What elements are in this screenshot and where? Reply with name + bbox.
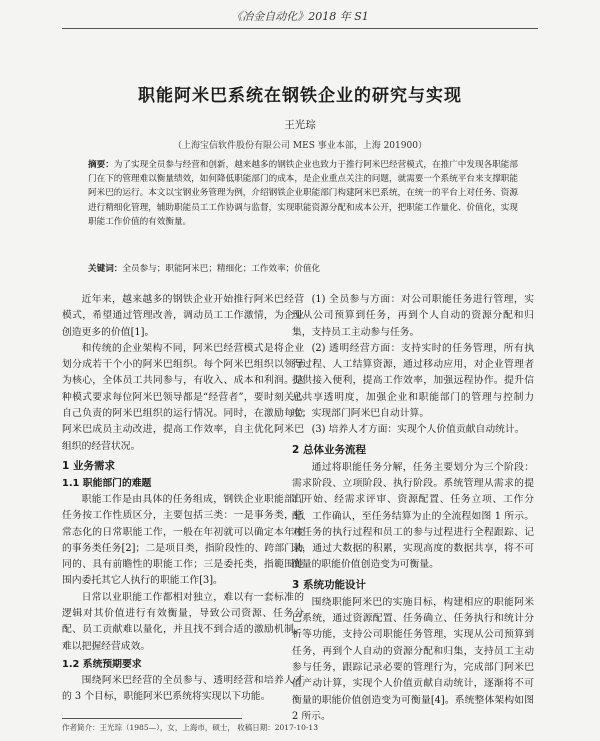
requirement-item-3: (3) 培养人才方面：实现个人价值贡献自动统计。 — [311, 424, 525, 436]
intro-paragraph-2: 和传统的企业架构不同，阿米巴经营模式是将企业划分成若干个小的阿米巴组织。每个阿米巴组织以领导为核心，全体员工共同参与，有收入、成本和利润。这种模式要求每位阿米巴领导都是“经营者”，要时刻关心自己负责的阿米巴组织的运行情况。同时，在激励每位阿米巴成员主动改进，提高工作效率，自主优化阿米巴组织的经营状况。 — [62, 342, 304, 452]
abstract — [88, 158, 518, 229]
footnote-divider — [62, 718, 242, 719]
paper-title: 职能阿米巴系统在钢铁企业的研究与实现 — [138, 86, 462, 106]
left-column — [62, 292, 304, 706]
journal-header: 《冶金自动化》2018 年 S1 — [231, 10, 369, 23]
section-1-heading: 1 业务需求 — [62, 459, 115, 472]
abstract-label: 摘要： — [88, 160, 114, 170]
requirement-item-1: (1) 全员参与方面：对公司职能任务进行管理，实现从公司预算到任务，再到个人自动的资源分配和归集，支持员工主动参与任务。 — [292, 294, 534, 338]
author-name: 王光琮 — [284, 119, 316, 131]
author-affiliation: （上海宝信软件股份有限公司 MES 事业本部，上海 201900） — [173, 141, 427, 151]
keywords-text: 全员参与；职能阿米巴；精细化；工作效率；价值化 — [122, 264, 321, 274]
author-footnote: 作者简介：王光琮（1985—），女，上海市，硕士， 收稿日期：2017-10-13 — [62, 723, 318, 732]
requirement-item-2: (2) 透明经营方面：支持实时的任务管理，所有执行过程、人工结算资源，通过移动应用，对企业管理者提供接入便利，提高工作效率，加强远程协作。提升信息共享透明度，加强企业和职能部门的管理与控制力度；实现部门阿米巴自动计算。 — [292, 342, 534, 420]
header-divider — [62, 28, 538, 29]
section-1-1-paragraph-2: 日常以业职能工作都相对独立，难以有一套标准的逻辑对其价值进行有效衡量，导致公司资源、任务分配、员工贡献难以量化，并且找不到合适的激励机制，难以把握经营成效。 — [62, 591, 304, 652]
keywords-label: 关键词： — [88, 264, 123, 274]
section-3-heading: 3 系统功能设计 — [292, 578, 366, 591]
section-2-heading: 2 总体业务流程 — [292, 443, 366, 456]
section-2-paragraph: 通过将职能任务分解，任务主要划分为三个阶段：需求阶段、立项阶段、执行阶段。系统管理从需求的提出开始、经需求评审、资源配置、任务立项、工作分配、工作确认，至任务结算为止的全流程如图 1 所示。对任务的执行过程和员工的参与过程进行全程跟踪、记录，通过大数据的积累，实现高度的数据共享，将不可衡量的职能价值创造变为可衡量。 — [292, 461, 534, 571]
section-1-1-heading: 1.1 职能部门的难题 — [62, 477, 152, 489]
section-1-1-paragraph-1: 职能工作是由具体的任务组成，钢铁企业职能部门任务按工作性质区分，主要包括三类：一是事务类，指常态化的日常职能工作，一般在年初就可以确定本年度的事务类任务[2]；二是项目类，指阶段性的、跨部门协同的、具有前瞻性的职能工作；三是委托类，指範围范围内委托其它人执行的职能工作[3]。 — [62, 493, 304, 587]
section-1-2-heading: 1.2 系统预期要求 — [62, 658, 142, 670]
keywords — [88, 263, 518, 276]
right-column — [292, 292, 534, 725]
section-1-2-paragraph: 围绕阿米巴经营的全员参与、透明经营和培养人才的 3 个目标，职能阿米巴系统将实现以下功能。 — [62, 674, 304, 703]
abstract-text: 为了实现全员参与经营和创新，越来越多的钢铁企业也致力于推行阿米巴经营模式，在推广中发现各职能部门在下的管理难以衡量绩效，如何降低职能部门的成本，是企业重点关注的问题，就需要一个系统平台来支撑职能阿米巴的运行。本文以宝钢业务管理为例，介绍钢铁企业职能部门构建阿米巴系统，在统一的平台上对任务、资源进行精细化管理，辅助职能员工工作协调与监督，实现职能资源分配和成本公开，把职能工作量化、价值化，实现职能工作价值的有效衡量。 — [88, 160, 518, 227]
intro-paragraph-1: 近年来，越来越多的钢铁企业开始推行阿米巴经营模式，希望通过管理改善，调动员工工作激情，为企业创造更多的价值[1]。 — [62, 294, 304, 338]
section-3-paragraph: 围绕职能阿米巴的实施目标，构建相应的职能阿米巴系统，通过资源配置、任务确立、任务执行和统计分析等功能，支持公司职能任务管理，实现从公司预算到任务，再到个人自动的资源分配和归集，支持员工主动参与任务，跟踪记录必要的管理行为，完成部门阿米巴值产动计算，实现个人价值贡献自动统计，逐渐将不可衡量的职能价值创造变为可衡量[4]。系统整体架构如图 2 所示。 — [292, 596, 534, 722]
